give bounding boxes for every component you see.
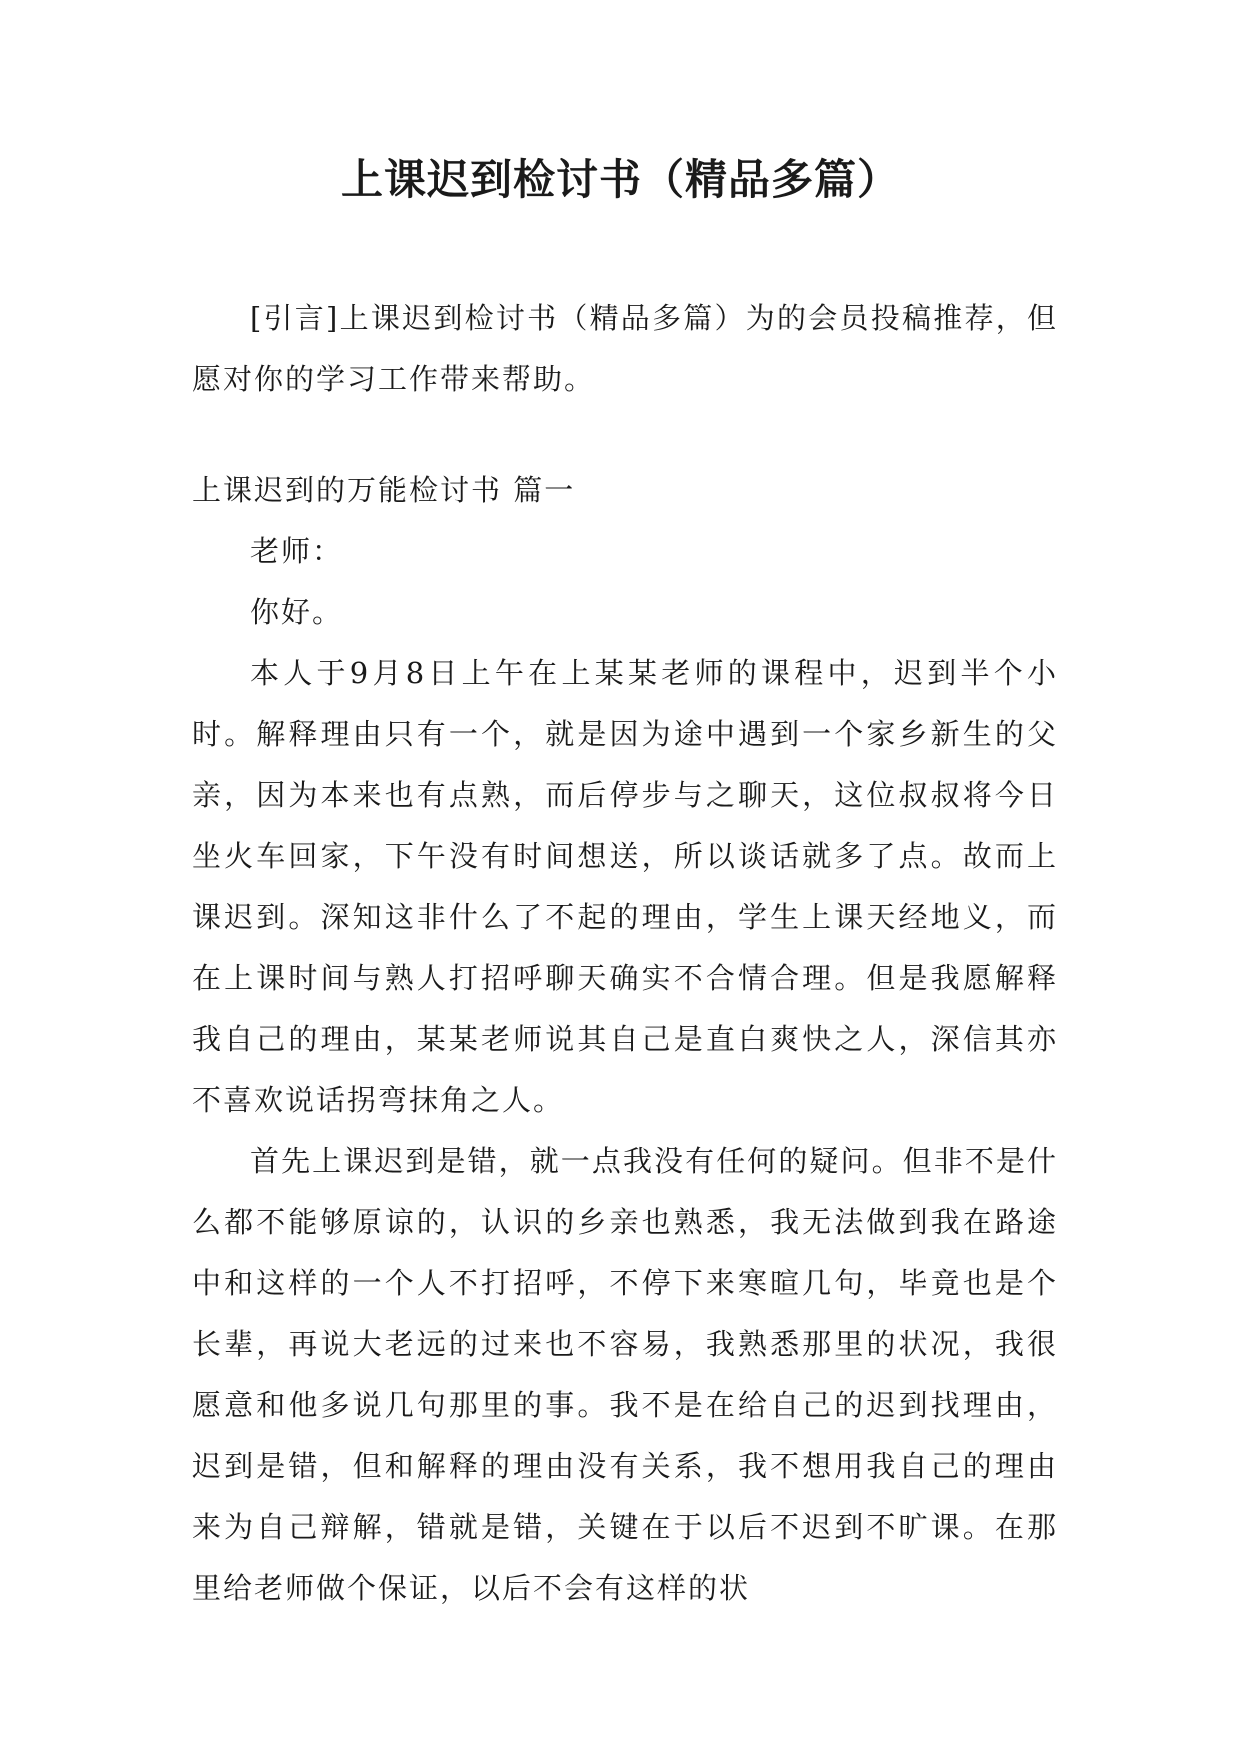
document-title: 上课迟到检讨书（精品多篇）	[340, 155, 900, 204]
section-heading	[192, 460, 1058, 521]
salutation: 老师：	[250, 534, 344, 568]
body-paragraph: 首先上课迟到是错，就一点我没有任何的疑问。但非不是什么都不能够原谅的，认识的乡亲也熟悉，我无法做到我在路途中和这样的一个人不打招呼，不停下来寒暄几句，毕竟也是个长辈，再说大老远的过来也不容易，我熟悉那里的状况，我很愿意和他多说几句那里的事。我不是在给自己的迟到找理由，迟到是错，但和解释的理由没有关系，我不想用我自己的理由来为自己辩解，错就是错，关键在于以后不迟到不旷课。在那里给老师做个保证，以后不会有这样的状	[192, 1144, 1058, 1605]
greeting: 你好。	[250, 595, 344, 629]
body-paragraph: 本人于9月8日上午在上某某老师的课程中，迟到半个小时。解释理由只有一个，就是因为途中遇到一个家乡新生的父亲，因为本来也有点熟，而后停步与之聊天，这位叔叔将今日坐火车回家，下午没有时间想送，所以谈话就多了点。故而上课迟到。深知这非什么了不起的理由，学生上课天经地义，而在上课时间与熟人打招呼聊天确实不合情合理。但是我愿解释我自己的理由，某某老师说其自己是直白爽快之人，深信其亦不喜欢说话拐弯抹角之人。	[192, 656, 1058, 1117]
intro-paragraph	[192, 288, 1058, 410]
letter-body	[192, 521, 1058, 1619]
section-heading-text: 上课迟到的万能检讨书 篇一	[192, 473, 576, 507]
intro-text: [引言]上课迟到检讨书（精品多篇）为的会员投稿推荐，但愿对你的学习工作带来帮助。	[192, 301, 1058, 396]
